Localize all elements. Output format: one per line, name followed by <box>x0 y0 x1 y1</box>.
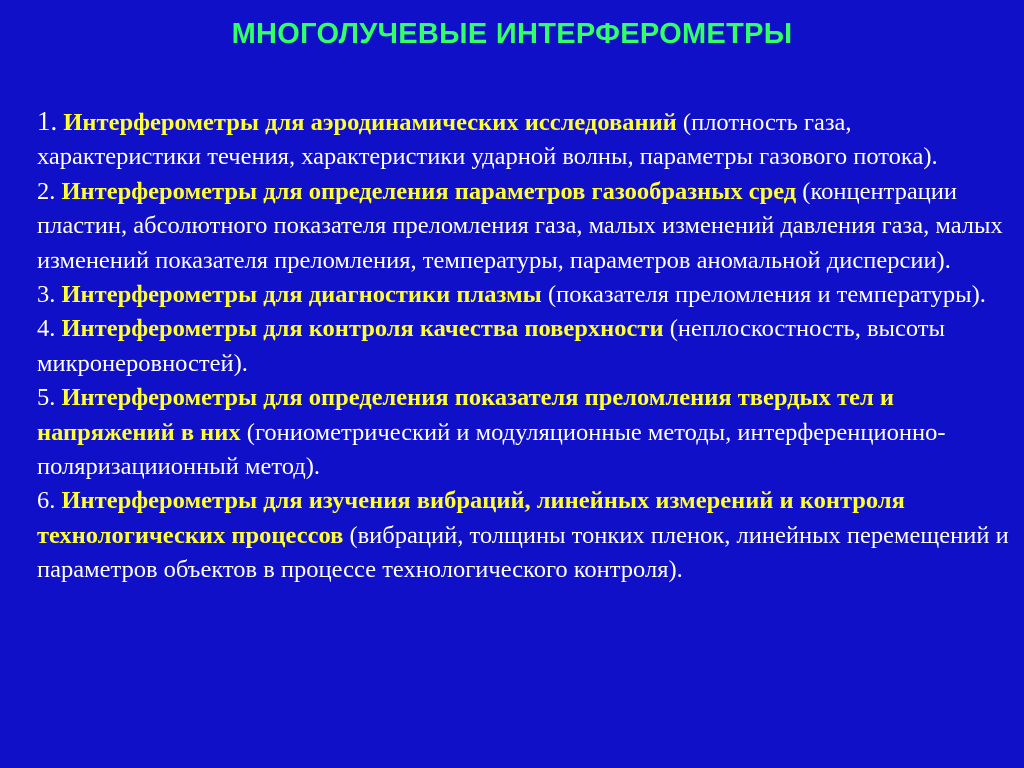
item-description: (концентрации пластин, абсолютного показателя преломления газа, малых изменений давления газа, малых изменений показателя преломления, температуры, параметров аномальной дисперсии). <box>37 177 1003 274</box>
list-item-5 <box>37 381 1010 484</box>
list-item-1 <box>37 104 1010 175</box>
item-description: (гониометрический и модуляционные методы, интерференционно-поляризациионный метод). <box>37 418 946 481</box>
item-number: 4. <box>37 315 56 343</box>
list-item-3 <box>37 278 1010 312</box>
item-description: (неплоскостность, высоты микронеровностей). <box>37 315 945 377</box>
item-number: 5. <box>37 384 56 412</box>
item-heading: Интерферометры для изучения вибраций, линейных измерений и контроля технологических процессов <box>37 487 905 549</box>
item-description: (плотность газа, характеристики течения, характеристики ударной волны, параметры газового потока). <box>37 109 938 171</box>
item-description: (вибраций, толщины тонких пленок, линейных перемещений и параметров объектов в процессе технологического контроля). <box>37 521 1009 584</box>
item-heading: Интерферометры для определения показателя преломления твердых тел и напряжений в них <box>37 384 894 446</box>
list-item-4 <box>37 312 1010 381</box>
item-heading: Интерферометры для диагностики плазмы <box>61 281 542 309</box>
item-heading: Интерферометры для контроля качества поверхности <box>61 315 664 343</box>
item-number: 6. <box>37 487 56 515</box>
list-item-2 <box>37 175 1010 278</box>
item-heading: Интерферометры для аэродинамических исследований <box>63 109 677 136</box>
item-number: 3. <box>37 281 56 309</box>
list-item-6 <box>37 484 1010 587</box>
slide-title: МНОГОЛУЧЕВЫЕ ИНТЕРФЕРОМЕТРЫ <box>231 18 793 50</box>
item-number: 2. <box>37 177 56 205</box>
item-number: 1. <box>37 106 58 136</box>
item-description: (показателя преломления и температуры). <box>547 281 986 309</box>
interferometer-list <box>37 104 1010 588</box>
item-heading: Интерферометры для определения параметров газообразных сред <box>61 177 797 205</box>
